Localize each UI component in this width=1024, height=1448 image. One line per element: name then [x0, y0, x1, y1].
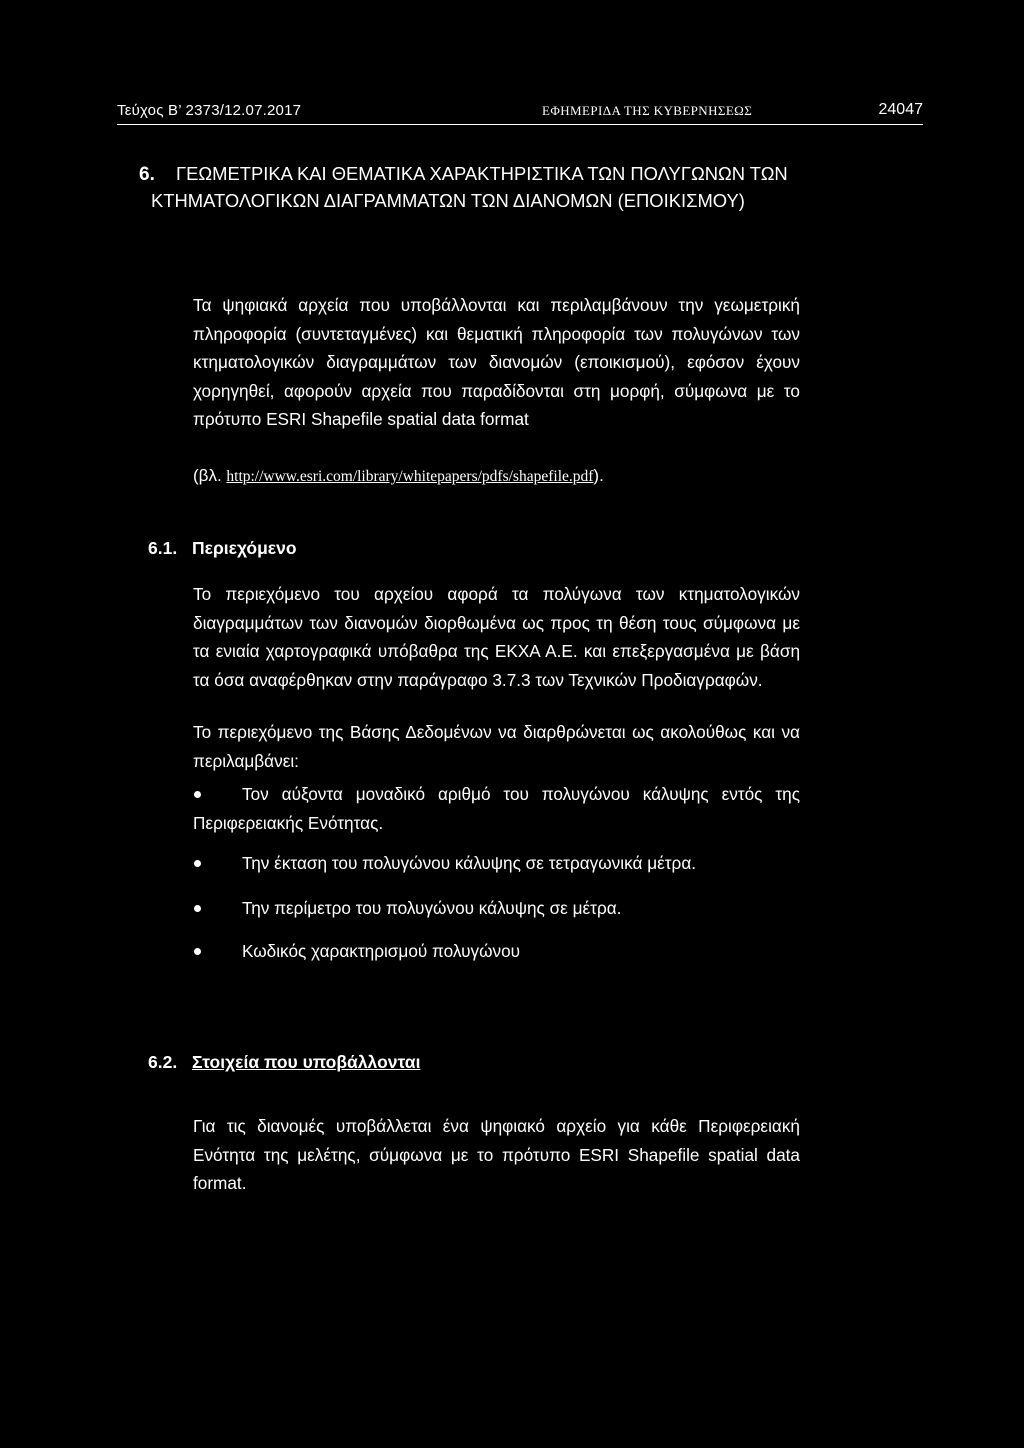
list-item-text: Την περίμετρο του πολυγώνου κάλυψης σε μέτρα. [242, 898, 622, 918]
list-item [193, 894, 800, 923]
list-item-text: Την έκταση του πολυγώνου κάλυψης σε τετραγωνικά μέτρα. [242, 853, 697, 873]
page-header [117, 100, 923, 125]
issue-label: Τεύχος Β’ 2373/12.07.2017 [117, 102, 302, 119]
section-6-title [151, 160, 801, 214]
section-6-1-number: 6.1. [148, 538, 178, 558]
esri-shapefile-link[interactable]: http://www.esri.com/library/whitepapers/pdfs/shapefile.pdf [226, 468, 594, 485]
bullet-icon [194, 948, 201, 955]
reference-prefix: (βλ. [193, 466, 227, 485]
reference-line [193, 466, 604, 486]
section-6-intro: Τα ψηφιακά αρχεία που υποβάλλονται και περιλαμβάνουν την γεωμετρική πληροφορία (συντεταγμένες) και θεματική πληροφορία των πολυγώνων των κτηματολογικών διαγραμμάτων των διανομών (εποικισμού), εφόσον έχουν χορηγηθεί, αφορούν αρχεία που παραδίδονται στη μορφή, σύμφωνα με το πρότυπο ESRI Shapefile spatial data format [193, 295, 800, 430]
bullet-icon [194, 860, 201, 867]
list-item [193, 849, 800, 878]
page-number: 24047 [878, 101, 923, 118]
section-6-2-number: 6.2. [148, 1052, 178, 1072]
section-6-2-title: Στοιχεία που υποβάλλονται [192, 1052, 421, 1072]
section-6-number: 6. [139, 164, 155, 185]
bullet-icon [194, 791, 201, 798]
section-6-title-text: ΓΕΩΜΕΤΡΙΚΑ ΚΑΙ ΘΕΜΑΤΙΚΑ ΧΑΡΑΚΤΗΡΙΣΤΙΚΑ ΤΩΝ ΠΟΛΥΓΩΝΩΝ ΤΩΝ ΚΤΗΜΑΤΟΛΟΓΙΚΩΝ ΔΙΑΓΡΑΜΜΑΤΩΝ ΤΩΝ ΔΙΑΝΟΜΩΝ (ΕΠΟΙΚΙΣΜΟΥ) [151, 163, 788, 211]
list-item [193, 780, 800, 837]
list-item [193, 937, 800, 966]
list-item-text: Κωδικός χαρακτηρισμού πολυγώνου [242, 941, 521, 961]
section-6-1-paragraph: Το περιεχόμενο του αρχείου αφορά τα πολύγωνα των κτηματολογικών διαγραμμάτων των διανομών διορθωμένα ως προς τη θέση τους σύμφωνα με τα ενιαία χαρτογραφικά υπόβαθρα της ΕΚΧΑ Α.Ε. και επεξεργασμένα με βάση τα όσα αναφέρθηκαν στην παράγραφο 3.7.3 των Τεχνικών Προδιαγραφών. [193, 584, 800, 690]
section-6-1-structure-paragraph: Το περιεχόμενο της Βάσης Δεδομένων να διαρθρώνεται ως ακολούθως και να περιλαμβάνει: [193, 722, 800, 771]
list-item-text: Τον αύξοντα μοναδικό αριθμό του πολυγώνου κάλυψης εντός της Περιφερειακής Ενότητας. [193, 784, 800, 833]
bullet-icon [194, 905, 201, 912]
section-6-2-paragraph: Για τις διανομές υποβάλλεται ένα ψηφιακό αρχείο για κάθε Περιφερειακή Ενότητα της μελέτης, σύμφωνα με το πρότυπο ESRI Shapefile spatial data format. [193, 1116, 800, 1194]
reference-suffix: ). [593, 466, 604, 485]
gazette-title: ΕΦΗΜΕΡΙΔΑ ΤΗΣ ΚΥΒΕΡΝΗΣΕΩΣ [542, 103, 753, 118]
section-6-1-title: Περιεχόμενο [192, 538, 297, 558]
